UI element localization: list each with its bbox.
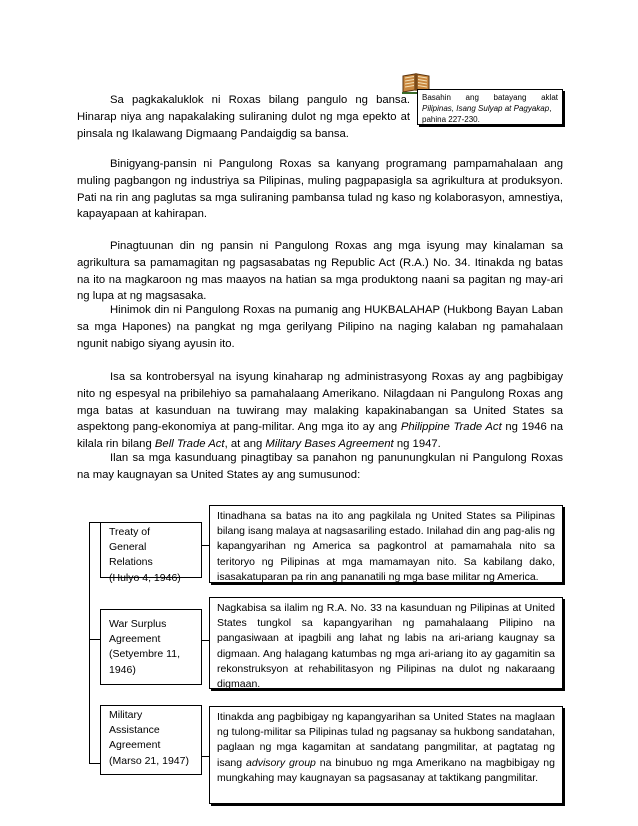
reference-note-box: [417, 89, 563, 125]
paragraph-4: Hinimok din ni Pangulong Roxas na pumanig ang HUKBALAHAP (Hukbong Bayan Laban sa mga Hapones) na pangkat ng mga gerilyang Pilipino na naging kalaban ng pamahalaan ngunit nabigo siyang ayusin ito.: [77, 304, 563, 350]
agreement-name-box-1: Treaty of General Relations (Hulyo 4, 1946): [100, 522, 202, 578]
agreement-name-box-3: Military Assistance Agreement (Marso 21, 1947): [100, 705, 202, 775]
paragraph-2: Binigyang-pansin ni Pangulong Roxas sa kanyang programang pampamahalaan ang muling pagbangon ng industriya sa Pilipinas, muling pagpapasigla sa agrikultura at produksyon. Pati na rin ang paglutas sa mga suliraning pambansa tulad ng kaso ng kolaborasyon, amnestiya, kapayapaan at kahirapan.: [77, 158, 563, 221]
diagram-connector-3: [89, 763, 100, 764]
agreement-name-box-2: War Surplus Agreement (Setyembre 11, 1946): [100, 609, 202, 685]
reference-book-title: Pilipinas, Isang Sulyap at Pagyakap: [422, 104, 550, 113]
agreement-description-box-2: Nagkabisa sa ilalim ng R.A. No. 33 na kasunduan ng Pilipinas at United States tungkol sa kapangyarihan ng pamahalaang Pilipino na pangasiwaan at ipagbili ang lahat ng labis na ari-ariang kaugnay sa digmaan. Ang halagang katumbas ng mga ari-ariang ito ay gagamitin sa rekonstruksyon at rehabilitasyon ng Pilipinas na dulot ng nakaraang digmaan.: [209, 597, 563, 689]
diagram-connector-vertical: [89, 522, 90, 763]
agreement-description-box-3: Itinakda ang pagbibigay ng kapangyarihan sa United States na maglaan ng tulong-militar sa Pilipinas tulad ng pagsanay sa hukbong sandatahan, paglaan ng mga kagamitan at sandatang pangmilitar, at pagtatag ng isang advisory group na binubuo ng mga Amerikano na magbibigay ng mungkahing may kaugnayan sa pagsasanay at taktikang pangmilitar.: [209, 706, 563, 804]
paragraph-3: Pinagtuunan din ng pansin ni Pangulong Roxas ang mga isyung may kinalaman sa agrikultura sa pamamagitan ng pagsasabatas ng Republic Act (R.A.) No. 34. Itinakda ng batas na ito na magkaroon ng mas maayos na hatian sa mga produktong naani sa pagitan ng may-ari ng lupa at ng magsasaka.: [77, 240, 563, 303]
reference-pages: pahina 227-230.: [422, 115, 480, 124]
diagram-connector-1b: [202, 545, 209, 546]
reference-instruction: Basahin ang batayang aklat: [422, 93, 558, 102]
paragraph-1: Sa pagkakaluklok ni Roxas bilang pangulo ng bansa. Hinarap niya ang napakalaking suliraning dulot ng mga epekto at pinsala ng Ikalawang Digmaang Pandaigdig sa bansa.: [77, 94, 410, 140]
paragraph-6: Ilan sa mga kasunduang pinagtibay sa panahon ng panunungkulan ni Pangulong Roxas na may kaugnayan sa United States ay ang sumusunod:: [77, 452, 563, 481]
agreement-description-box-1: Itinadhana sa batas na ito ang pagkilala ng United States sa Pilipinas bilang isang malaya at nagsasariling estado. Inilahad din ang pag-alis ng kapangyarihan ng America sa pagkontrol at pamamahala nito sa teritoryo ng Pilipinas at mga mamamayan nito. Sa kabilang dako, isasakatuparan pa rin ang pananatili ng mga base militar ng America.: [209, 505, 563, 583]
diagram-connector-3b: [202, 756, 209, 757]
reference-book-line: Pilipinas, Isang Sulyap at Pagyakap,: [422, 104, 552, 113]
diagram-connector-2b: [202, 640, 209, 641]
diagram-connector-2: [89, 639, 100, 640]
diagram-connector-1: [89, 522, 100, 523]
paragraph-5: Isa sa kontrobersyal na isyung kinaharap ng administrasyong Roxas ay ang pagbibigay nito ng espesyal na pribilehiyo sa pamahalaang Amerikano. Nilagdaan ni Pangulong Roxas ang mga batas at kasunduan na tuwirang may malaking kapakinabangan sa United States sa aspektong pang-ekonomiya at pang-militar. Ang mga ito ay ang Philippine Trade Act ng 1946 na kilala rin bilang Bell Trade Act, at ang Military Bases Agreement ng 1947.: [77, 371, 563, 451]
